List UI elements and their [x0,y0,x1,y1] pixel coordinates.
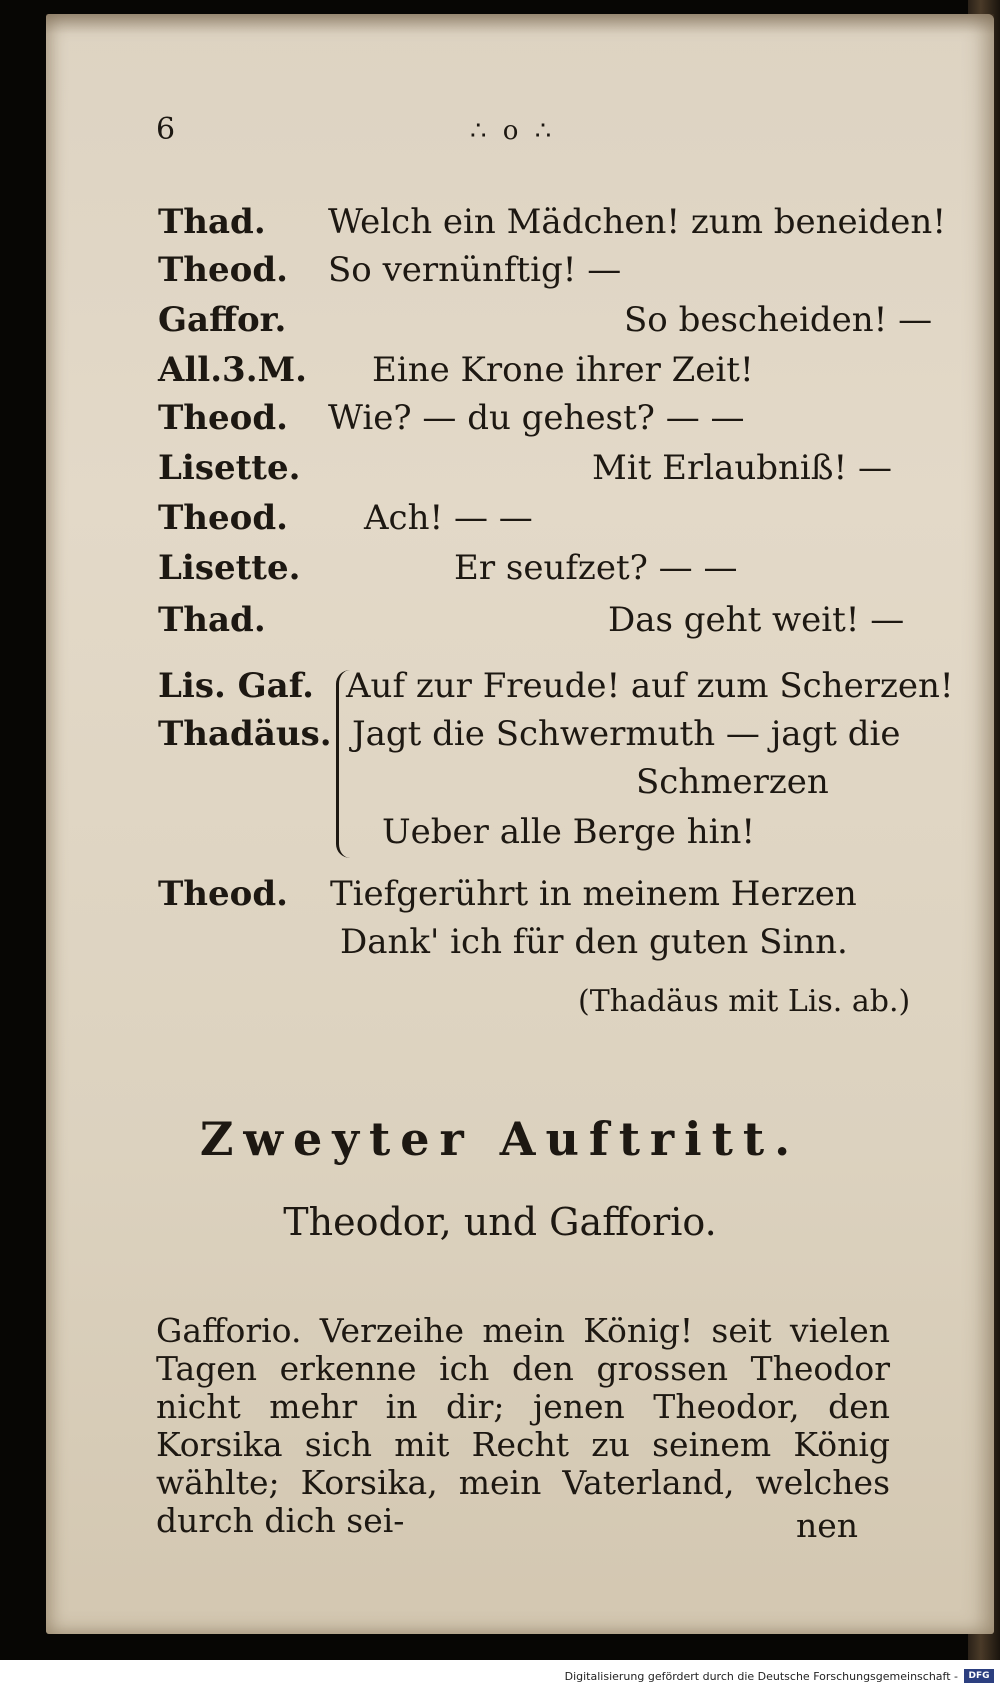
speaker-label: Thad. [158,202,266,242]
footer-credit: Digitalisierung gefördert durch die Deutsche Forschungsgemeinschaft - [564,1670,958,1683]
speaker-label: Gaffor. [158,300,287,340]
chorus-speakers: Lis. Gaf. [158,666,314,706]
verse-line: Dank' ich für den guten Sinn. [340,922,848,962]
dialogue-line: Er seufzet? — — [454,548,738,588]
chorus-line: Auf zur Freude! auf zum Scherzen! [346,666,954,706]
chorus-line: Ueber alle Berge hin! [382,812,756,852]
prose-paragraph [156,1312,890,1540]
page-header [0,112,1000,162]
dialogue-line: Welch ein Mädchen! zum beneiden! [328,202,946,242]
dialogue-line: Eine Krone ihrer Zeit! [372,350,754,390]
prose-text: Gafforio. Verzeihe mein König! seit vielen Tagen erkenne ich den grossen Theodor nicht mehr in dir; jenen Theodor, den Korsika sich mit Recht zu seinem König wählte; Korsika, mein Vaterland, welches durch dich sei- [156,1311,890,1540]
speaker-label: Theod. [158,498,288,538]
speaker-label: Lisette. [158,548,301,588]
chorus-speakers: Thadäus. [158,714,332,754]
scene-characters: Theodor, und Gafforio. [283,1200,717,1244]
dialogue-line: So bescheiden! — [624,300,933,340]
dfg-logo: DFG [964,1669,994,1683]
dialogue-line: So vernünftig! — [328,250,622,290]
chorus-line: Schmerzen [636,762,829,802]
stage-direction: (Thadäus mit Lis. ab.) [578,984,911,1019]
speaker-label: Theod. [158,250,288,290]
dialogue-line: Das geht weit! — [608,600,905,640]
speaker-label: All.3.M. [158,350,308,390]
speaker-label: Theod. [158,874,288,914]
verse-line: Tiefgerührt in meinem Herzen [330,874,857,914]
catchword: nen [796,1506,859,1545]
dialogue-line: Mit Erlaubniß! — [592,448,892,488]
chorus-line: Jagt die Schwermuth — jagt die [352,714,901,754]
speaker-label: Theod. [158,398,288,438]
scene-title: Zweyter Auftritt. [199,1112,801,1166]
dialogue-line: Ach! — — [364,498,533,538]
header-ornament: ∴ o ∴ [470,116,556,146]
speaker-label: Lisette. [158,448,301,488]
speaker-label: Thad. [158,600,266,640]
page-number: 6 [156,112,176,147]
dialogue-line: Wie? — du gehest? — — [328,398,745,438]
